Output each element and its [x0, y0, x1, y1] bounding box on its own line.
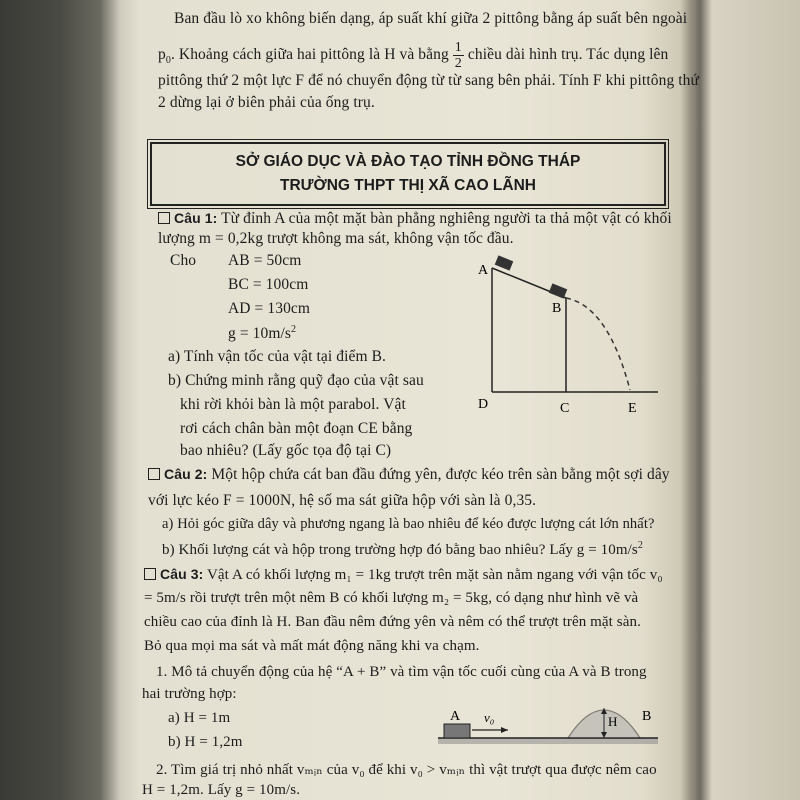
fig-label-v0: v₀	[484, 710, 495, 725]
q3-line-4: Bỏ qua mọi ma sát và mất mát động năng khi va chạm.	[144, 638, 480, 654]
checkbox-square-icon	[144, 568, 156, 580]
q1-part-b-2: khi rời khỏi bàn là một parabol. Vật	[180, 396, 406, 413]
q3-part-1-b: hai trường hợp:	[142, 686, 237, 702]
intro-line-4: 2 dừng lại ở biên phải của ống trụ.	[158, 94, 375, 111]
q3-figure	[428, 690, 668, 760]
q3-part-2-a: 2. Tìm giá trị nhỏ nhất vₘᵢₙ của v₀ để khi v₀ > vₘᵢₙ thì vật trượt qua được nêm cao	[156, 762, 657, 778]
frac-den: 2	[454, 56, 462, 71]
q1-ab: AB = 50cm	[228, 252, 302, 269]
q2-b-sup: 2	[637, 540, 643, 551]
q3-case-b: b) H = 1,2m	[168, 734, 243, 750]
intro-line-3: pittông thứ 2 một lực F để nó chuyển động từ từ sang bên phải. Tính F khi pittông thứ	[158, 72, 700, 89]
label-b: B	[552, 301, 562, 316]
intro-line-2-c: chiều dài hình trụ. Tác dụng lên	[467, 46, 669, 64]
intro-fraction	[453, 40, 464, 71]
label-e: E	[628, 401, 637, 416]
book-page	[128, 0, 700, 800]
q1-label: Câu 1:	[174, 210, 218, 226]
label-d: D	[478, 397, 489, 412]
q1-cho: Cho	[170, 252, 197, 269]
intro-p0: p	[158, 46, 166, 64]
q1-text-1: Từ đỉnh A của một mặt bàn phẳng nghiêng người ta thả một vật có khối	[221, 210, 672, 227]
checkbox-square-icon	[158, 212, 170, 224]
q3-part-1-a: 1. Mô tả chuyển động của hệ “A + B” và tìm vận tốc cuối cùng của A và B trong	[156, 664, 647, 680]
intro-line-1: Ban đầu lò xo không biến dạng, áp suất khí giữa 2 pittông bằng áp suất bên ngoài	[174, 10, 688, 27]
q1-line-1	[158, 210, 672, 228]
q1-part-b-3: rơi cách chân bàn một đoạn CE bằng	[180, 420, 413, 437]
fig-label-a: A	[450, 709, 461, 724]
q2-part-a: a) Hỏi góc giữa dây và phương ngang là bao nhiêu để kéo được lượng cát lớn nhất?	[162, 516, 655, 532]
q2-part-b-text: b) Khối lượng cát và hộp trong trường hợp đó bằng bao nhiêu? Lấy g = 10m/s	[162, 542, 638, 558]
block-at-a	[495, 255, 514, 270]
fig-label-b: B	[642, 709, 652, 724]
q1-line-2: lượng m = 0,2kg trượt không ma sát, không vận tốc đầu.	[158, 230, 514, 247]
label-a: A	[478, 263, 489, 278]
label-c: C	[560, 401, 570, 416]
q3-line-2: = 5m/s rồi trượt trên một nêm B có khối lượng m₂ = 5kg, có dạng như hình vẽ và	[144, 590, 639, 606]
intro-line-2-b: . Khoảng cách giữa hai pittông là H và bằng	[170, 46, 449, 64]
header-line-2: TRƯỜNG THPT THỊ XÃ CAO LÃNH	[280, 177, 536, 194]
intro-line-2	[158, 40, 668, 71]
q1-g-text: g = 10m/s	[228, 325, 292, 343]
floor-hatch	[438, 738, 658, 744]
q1-part-b-4: bao nhiêu? (Lấy gốc tọa độ tại C)	[180, 442, 392, 459]
q3-line-1	[144, 566, 663, 584]
frac-num: 1	[454, 40, 462, 55]
q3-label: Câu 3:	[160, 566, 204, 582]
header-line-1: SỞ GIÁO DỤC VÀ ĐÀO TẠO TỈNH ĐỒNG THÁP	[235, 153, 581, 170]
q1-g	[228, 324, 296, 343]
q2-line-2: với lực kéo F = 1000N, hệ số ma sát giữa hộp với sàn là 0,35.	[148, 492, 537, 509]
block-a	[444, 724, 470, 738]
q2-label: Câu 2:	[164, 466, 208, 482]
block-at-b	[549, 283, 568, 298]
q1-figure	[468, 250, 668, 420]
q2-part-b	[162, 540, 643, 559]
q1-g-sup: 2	[291, 324, 297, 335]
q3-line-3: chiều cao của đỉnh là H. Ban đầu nêm đứng yên và nêm có thể trượt trên mặt sàn.	[144, 614, 641, 630]
trajectory-parabola	[566, 298, 630, 390]
q1-ad: AD = 130cm	[228, 300, 311, 317]
school-header-box	[150, 142, 666, 206]
q1-part-a: a) Tính vận tốc của vật tại điểm B.	[168, 348, 386, 365]
q3-case-a: a) H = 1m	[168, 710, 231, 726]
velocity-arrowhead-icon	[501, 727, 508, 733]
q2-line-1	[148, 466, 670, 484]
intro-p0-sub: 0	[165, 55, 171, 67]
q3-part-2-b: H = 1,2m. Lấy g = 10m/s.	[142, 782, 301, 798]
q3-text-1: Vật A có khối lượng m₁ = 1kg trượt trên mặt sàn nằm ngang với vận tốc v₀	[206, 567, 663, 583]
q2-text-1: Một hộp chứa cát ban đầu đứng yên, được kéo trên sàn bằng một sợi dây	[211, 466, 670, 483]
q1-bc: BC = 100cm	[228, 276, 309, 293]
checkbox-square-icon	[148, 468, 160, 480]
fig-label-h: H	[608, 714, 618, 729]
q1-part-b-1: b) Chứng minh rằng quỹ đạo của vật sau	[168, 372, 424, 389]
